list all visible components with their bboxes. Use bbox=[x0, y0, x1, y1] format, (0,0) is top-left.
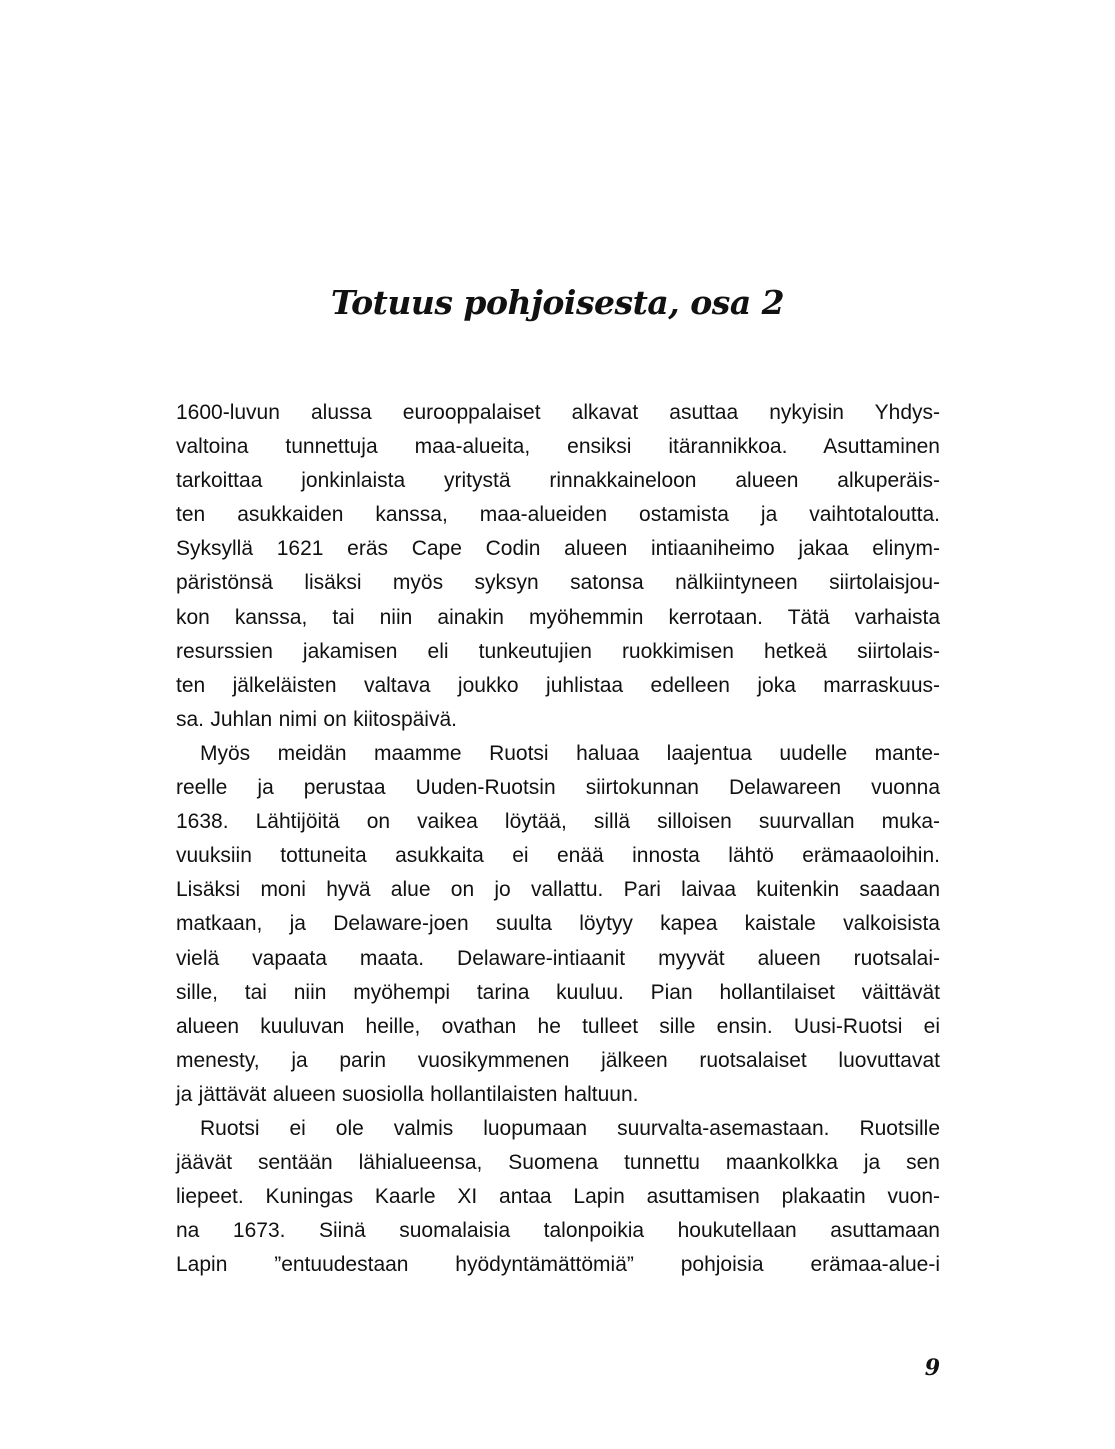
paragraph bbox=[176, 396, 940, 737]
text-line: päristönsä lisäksi myös syksyn satonsa nälkiintyneen siirtolaisjou- bbox=[176, 571, 940, 595]
text-line: Lisäksi moni hyvä alue on jo vallattu. Pari laivaa kuitenkin saadaan bbox=[176, 878, 940, 902]
body-text bbox=[176, 396, 940, 1282]
text-line: jäävät sentään lähialueensa, Suomena tunnettu maankolkka ja sen bbox=[176, 1151, 940, 1175]
paragraph bbox=[176, 737, 940, 1112]
text-line: valtoina tunnettuja maa-alueita, ensiksi itärannikkoa. Asuttaminen bbox=[176, 435, 940, 459]
text-line: ten jälkeläisten valtava joukko juhlistaa edelleen joka marraskuus- bbox=[176, 673, 940, 697]
text-line: matkaan, ja Delaware-joen suulta löytyy kapea kaistale valkoisista bbox=[176, 912, 940, 936]
page-number: 9 bbox=[924, 1355, 940, 1381]
text-line: vielä vapaata maata. Delaware-intiaanit myyvät alueen ruotsalai- bbox=[176, 946, 940, 970]
text-line: kon kanssa, tai niin ainakin myöhemmin kerrotaan. Tätä varhaista bbox=[176, 605, 940, 629]
text-line: Myös meidän maamme Ruotsi haluaa laajentua uudelle mante- bbox=[200, 741, 940, 765]
text-line: 1638. Lähtijöitä on vaikea löytää, sillä silloisen suurvallan muka- bbox=[176, 810, 940, 834]
text-line: na 1673. Siinä suomalaisia talonpoikia houkutellaan asuttamaan bbox=[176, 1219, 940, 1243]
text-line: ja jättävät alueen suosiolla hollantilaisten haltuun. bbox=[176, 1082, 639, 1106]
text-line: Lapin ”entuudestaan hyödyntämättömiä” pohjoisia erämaa-alue-i bbox=[176, 1253, 940, 1277]
text-line: resurssien jakamisen eli tunkeutujien ruokkimisen hetkeä siirtolais- bbox=[176, 639, 940, 663]
text-line: alueen kuuluvan heille, ovathan he tulleet sille ensin. Uusi-Ruotsi ei bbox=[176, 1014, 940, 1038]
text-line: 1600-luvun alussa eurooppalaiset alkavat asuttaa nykyisin Yhdys- bbox=[176, 401, 940, 424]
text-line: sa. Juhlan nimi on kiitospäivä. bbox=[176, 707, 457, 731]
text-line: sille, tai niin myöhempi tarina kuuluu. Pian hollantilaiset väittävät bbox=[176, 980, 940, 1004]
text-line: tarkoittaa jonkinlaista yritystä rinnakkaineloon alueen alkuperäis- bbox=[176, 469, 940, 493]
text-line: reelle ja perustaa Uuden-Ruotsin siirtokunnan Delawareen vuonna bbox=[176, 776, 940, 800]
text-line: ten asukkaiden kanssa, maa-alueiden ostamista ja vaihtotaloutta. bbox=[176, 503, 940, 527]
paragraph bbox=[176, 1112, 940, 1282]
text-line: Syksyllä 1621 eräs Cape Codin alueen intiaaniheimo jakaa elinym- bbox=[176, 537, 940, 561]
chapter-title: Totuus pohjoisesta, osa 2 bbox=[330, 283, 785, 322]
text-line: vuuksiin tottuneita asukkaita ei enää innosta lähtö erämaaoloihin. bbox=[176, 844, 940, 868]
text-line: liepeet. Kuningas Kaarle XI antaa Lapin asuttamisen plakaatin vuon- bbox=[176, 1185, 940, 1209]
text-line: Ruotsi ei ole valmis luopumaan suurvalta-asemastaan. Ruotsille bbox=[200, 1116, 940, 1140]
text-line: menesty, ja parin vuosikymmenen jälkeen ruotsalaiset luovuttavat bbox=[176, 1048, 940, 1072]
